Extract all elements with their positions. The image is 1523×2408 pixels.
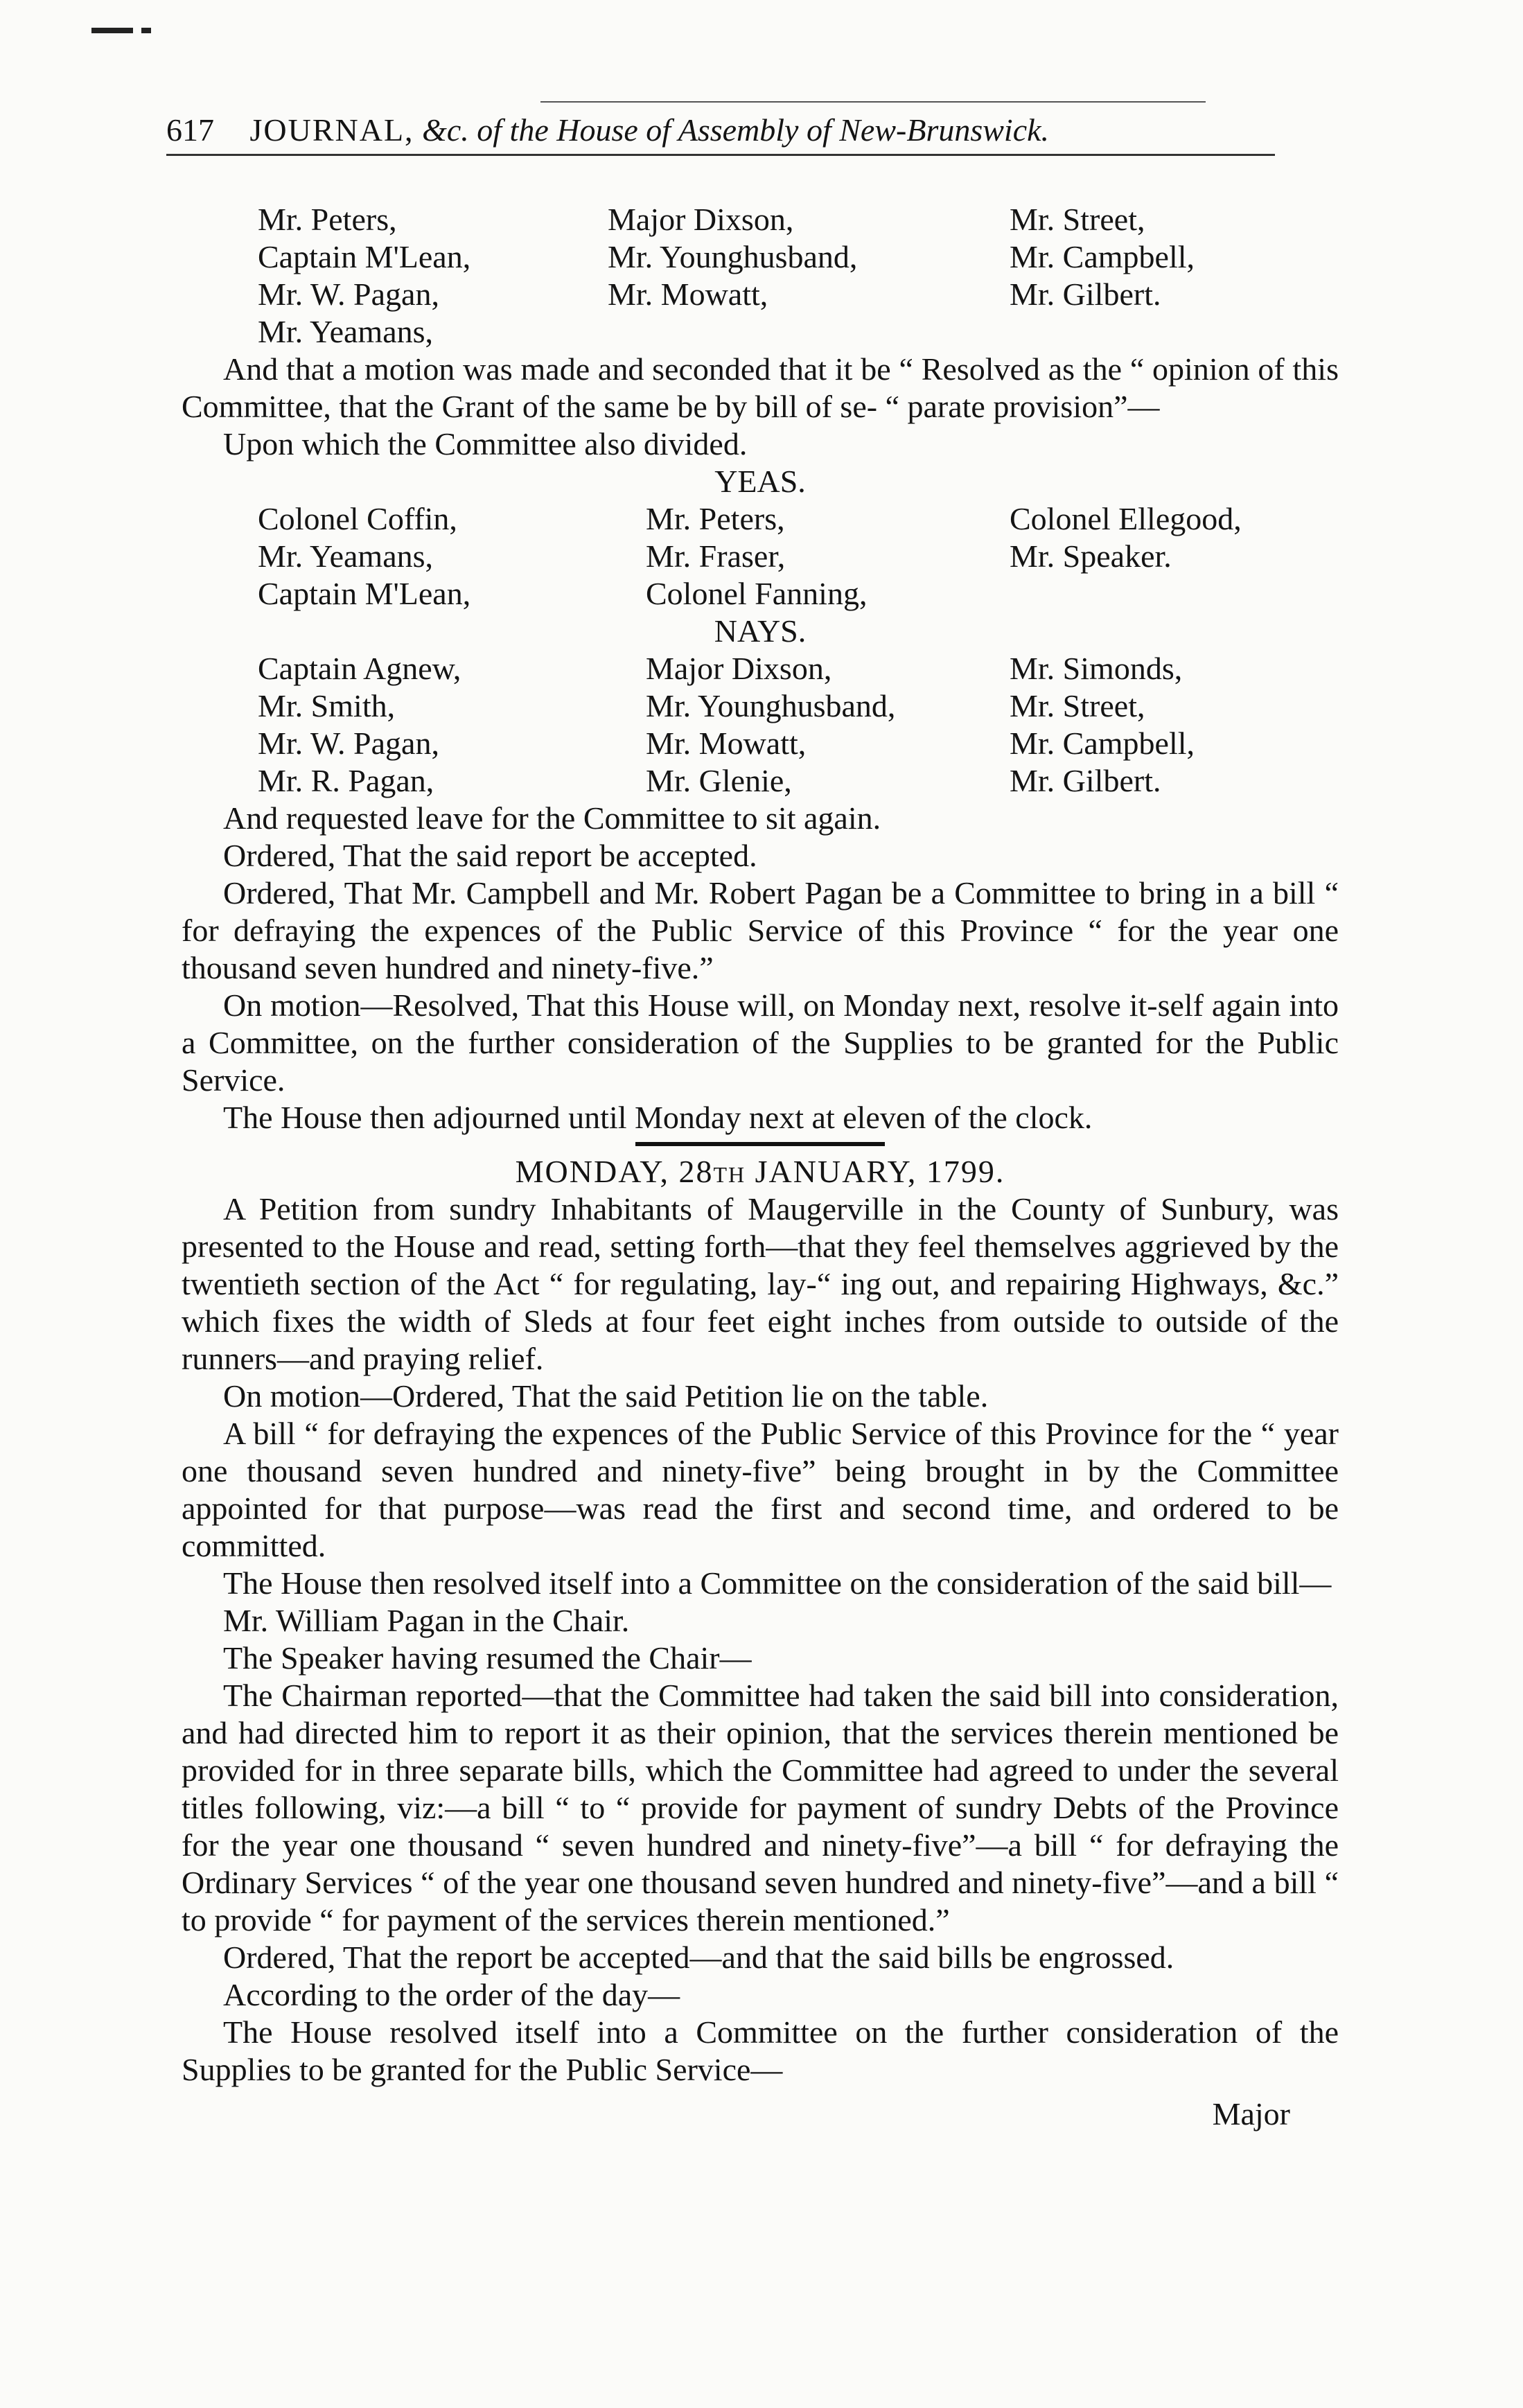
member-name: Mr. R. Pagan, xyxy=(258,763,434,798)
paragraph: The House then resolved itself into a Committee on the consideration of the said bill— xyxy=(223,1565,1332,1601)
member-name: Mr. Peters, xyxy=(646,501,785,536)
paragraph: On motion—Resolved, That this House will, on Monday next, resolve it-self again into a Committee, on the further consideration of the Supplies to be granted for the Public Service. xyxy=(182,987,1339,1098)
paragraph: A Petition from sundry Inhabitants of Maugerville in the County of Sunbury, was presented to the House and read, setting forth—that they feel themselves aggrieved by the twentieth section of the Act “ for regulating, lay-“ ing out, and repairing Highways, &c.” which fixes the width of Sleds at four feet eight inches from outside to outside of the runners—and praying relief. xyxy=(182,1191,1339,1376)
member-name: Mr. Street, xyxy=(1010,202,1145,237)
top-members-list xyxy=(182,201,1339,351)
page-body xyxy=(182,201,1339,2133)
nays-heading: NAYS. xyxy=(714,613,807,649)
member-row xyxy=(182,201,1339,238)
paragraph: On motion—Ordered, That the said Petition lie on the table. xyxy=(223,1378,989,1414)
paragraph: And requested leave for the Committee to sit again. xyxy=(223,800,881,836)
member-row xyxy=(182,313,1339,351)
member-name: Mr. Glenie, xyxy=(646,763,792,798)
member-name xyxy=(1010,575,1335,613)
vote-row xyxy=(182,650,1339,687)
paragraph: A bill “ for defraying the expences of the Public Service of this Province for the “ year one thousand seven hundred and ninety-five” being brought in by the Committee appointed for that purpose—was read the first and second time, and ordered to be committed. xyxy=(182,1416,1339,1563)
member-name: Mr. Simonds, xyxy=(1010,651,1183,686)
date-heading: MONDAY, 28th JANUARY, 1799. xyxy=(515,1154,1005,1189)
page-number: 617 xyxy=(166,112,214,148)
vote-row xyxy=(182,575,1339,613)
section-rule xyxy=(635,1142,885,1146)
member-name: Mr. Yeamans, xyxy=(258,314,434,349)
member-name: Mr. Campbell, xyxy=(1010,239,1195,274)
member-name: Captain M'Lean, xyxy=(258,239,471,274)
member-name: Mr. Mowatt, xyxy=(608,276,768,312)
paragraph: The House then adjourned until Monday next at eleven of the clock. xyxy=(223,1100,1093,1135)
header-rule-top xyxy=(540,101,1206,103)
member-name: Mr. Yeamans, xyxy=(258,538,434,574)
member-name: Mr. Peters, xyxy=(258,202,397,237)
yeas-list xyxy=(182,500,1339,613)
member-name: Colonel Coffin, xyxy=(258,501,457,536)
motion-paragraph: And that a motion was made and seconded that it be “ Resolved as the “ opinion of this Committee, that the Grant of the same be by bill of se- “ parate provision”— xyxy=(182,351,1339,424)
catchword: Major xyxy=(1212,2096,1290,2132)
member-name: Mr. Smith, xyxy=(258,688,396,723)
member-name: Mr. Campbell, xyxy=(1010,726,1195,761)
member-name: Mr. Gilbert. xyxy=(1010,276,1161,312)
paragraph: Mr. William Pagan in the Chair. xyxy=(223,1603,630,1638)
yeas-heading: YEAS. xyxy=(714,464,806,499)
paragraph: The Speaker having resumed the Chair— xyxy=(223,1640,752,1676)
paragraph: The Chairman reported—that the Committee had taken the said bill into consideration, and had directed him to report it as their opinion, that the services therein mentioned be provided for in three separate bills, which the Committee had agreed to under the several titles following, viz:—a bill “ to “ provide for payment of sundry Debts of the Province for the year one thousand “ seven hundred and ninety-five”—a bill “ for defraying the Ordinary Services “ of the year one thousand seven hundred and ninety-five”—and a bill “ to provide “ for payment of the services therein mentioned.” xyxy=(182,1678,1339,1937)
vote-row xyxy=(182,762,1339,800)
member-name: Mr. Speaker. xyxy=(1010,538,1172,574)
member-name: Colonel Ellegood, xyxy=(1010,501,1242,536)
member-name: Mr. Younghusband, xyxy=(646,688,896,723)
member-name: Captain Agnew, xyxy=(258,651,461,686)
member-name xyxy=(608,313,1010,351)
paragraph: The House resolved itself into a Committee on the further consideration of the Supplies to be granted for the Public Service— xyxy=(182,2014,1339,2087)
vote-row xyxy=(182,725,1339,762)
header-rest: &c. of the House of Assembly of New-Brunswick. xyxy=(422,112,1050,148)
member-name: Mr. W. Pagan, xyxy=(258,276,439,312)
member-name: Mr. Fraser, xyxy=(646,538,786,574)
member-row xyxy=(182,238,1339,276)
member-name: Mr. W. Pagan, xyxy=(258,726,439,761)
member-name: Captain M'Lean, xyxy=(258,576,471,611)
paragraph: Ordered, That the said report be accepted. xyxy=(223,838,757,873)
member-name: Major Dixson, xyxy=(646,651,832,686)
header-rule xyxy=(166,154,1275,156)
member-name xyxy=(1010,313,1335,351)
vote-row xyxy=(182,500,1339,538)
member-name: Major Dixson, xyxy=(608,202,794,237)
vote-row xyxy=(182,538,1339,575)
member-name: Mr. Mowatt, xyxy=(646,726,807,761)
member-name: Mr. Gilbert. xyxy=(1010,763,1161,798)
member-name: Mr. Younghusband, xyxy=(608,239,858,274)
vote-row xyxy=(182,687,1339,725)
member-name: Colonel Fanning, xyxy=(646,576,868,611)
division-paragraph: Upon which the Committee also divided. xyxy=(223,426,748,462)
paragraph: According to the order of the day— xyxy=(223,1977,680,2012)
journal-title: JOURNAL, xyxy=(249,112,414,148)
running-header xyxy=(166,111,1254,150)
member-row xyxy=(182,276,1339,313)
paragraph: Ordered, That the report be accepted—and that the said bills be engrossed. xyxy=(223,1940,1174,1975)
nays-list xyxy=(182,650,1339,800)
member-name: Mr. Street, xyxy=(1010,688,1145,723)
paragraph: Ordered, That Mr. Campbell and Mr. Robert Pagan be a Committee to bring in a bill “ for defraying the expences of the Public Service of this Province “ for the year one thousand seven hundred and ninety-five.” xyxy=(182,875,1339,985)
